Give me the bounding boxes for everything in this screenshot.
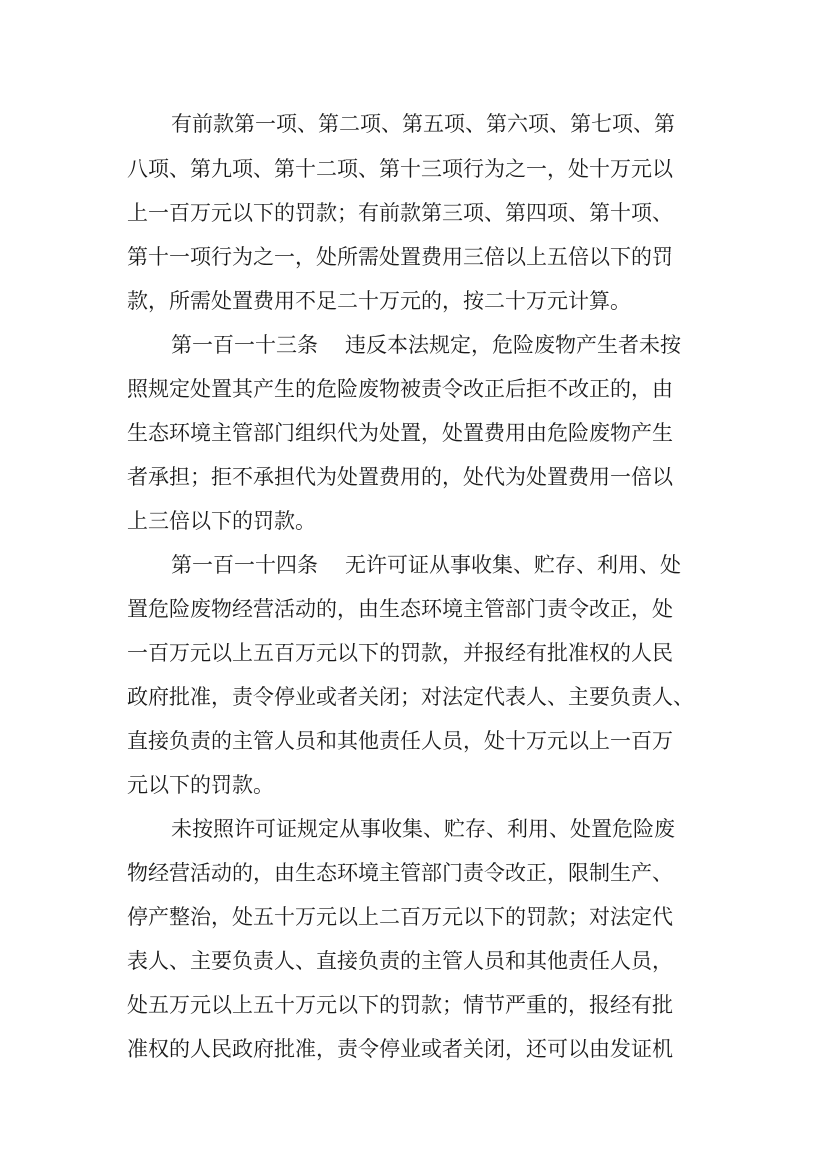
text-line-content: 表人、主要负责人、直接负责的主管人员和其他责任人员，: [127, 949, 673, 973]
text-line-content: 置危险废物经营活动的，由生态环境主管部门责令改正，处: [127, 597, 673, 621]
text-line-content: 生态环境主管部门组织代为处置，处置费用由危险废物产生: [127, 421, 673, 445]
text-line: [0, 149, 826, 189]
text-line-content: 八项、第九项、第十二项、第十三项行为之一，处十万元以: [127, 157, 673, 181]
article-heading-line: [0, 325, 826, 365]
text-line: [0, 721, 826, 761]
text-line: [0, 1029, 826, 1069]
text-line: [0, 237, 826, 277]
text-line-content: 照规定处置其产生的危险废物被责令改正后拒不改正的，由: [127, 377, 673, 401]
article-number: 第一百一十四条: [171, 553, 318, 577]
text-line-content: 者承担；拒不承担代为处置费用的，处代为处置费用一倍以: [127, 465, 673, 489]
text-line: [0, 369, 826, 409]
text-line-content: 违反本法规定，危险废物产生者未按: [345, 333, 681, 357]
text-line-content: 物经营活动的，由生态环境主管部门责令改正，限制生产、: [127, 861, 673, 885]
text-line-content: 准权的人民政府批准，责令停业或者关闭，还可以由发证机: [127, 1037, 673, 1061]
text-line-content: 第十一项行为之一，处所需处置费用三倍以上五倍以下的罚: [127, 245, 673, 269]
text-line: [0, 985, 826, 1025]
text-line: [0, 281, 826, 321]
text-line: [0, 941, 826, 981]
text-line: [0, 677, 826, 717]
text-line: [0, 104, 826, 144]
text-line-content: 未按照许可证规定从事收集、贮存、利用、处置危险废: [171, 817, 675, 841]
text-line: [0, 193, 826, 233]
text-line: [0, 765, 826, 805]
text-line-content: 上三倍以下的罚款。: [127, 509, 316, 533]
article-heading-line: [0, 545, 826, 585]
article-number: 第一百一十三条: [171, 333, 318, 357]
text-line-content: 元以下的罚款。: [127, 773, 274, 797]
text-line: [0, 589, 826, 629]
text-line: [0, 413, 826, 453]
text-line-content: 款，所需处置费用不足二十万元的，按二十万元计算。: [127, 289, 631, 313]
text-line-content: 停产整治，处五十万元以上二百万元以下的罚款；对法定代: [127, 905, 673, 929]
text-line-content: 直接负责的主管人员和其他责任人员，处十万元以上一百万: [127, 729, 673, 753]
text-line: [0, 457, 826, 497]
text-line-content: 一百万元以上五百万元以下的罚款，并报经有批准权的人民: [127, 641, 673, 665]
text-line-content: 处五万元以上五十万元以下的罚款；情节严重的，报经有批: [127, 993, 673, 1017]
text-line: [0, 501, 826, 541]
text-line-content: 有前款第一项、第二项、第五项、第六项、第七项、第: [171, 112, 675, 136]
text-line: [0, 897, 826, 937]
text-line: [0, 633, 826, 673]
text-line-content: 政府批准，责令停业或者关闭；对法定代表人、主要负责人、: [127, 685, 694, 709]
text-line: [0, 809, 826, 849]
text-line-content: 无许可证从事收集、贮存、利用、处: [345, 553, 681, 577]
text-line-content: 上一百万元以下的罚款；有前款第三项、第四项、第十项、: [127, 201, 673, 225]
text-line: [0, 853, 826, 893]
